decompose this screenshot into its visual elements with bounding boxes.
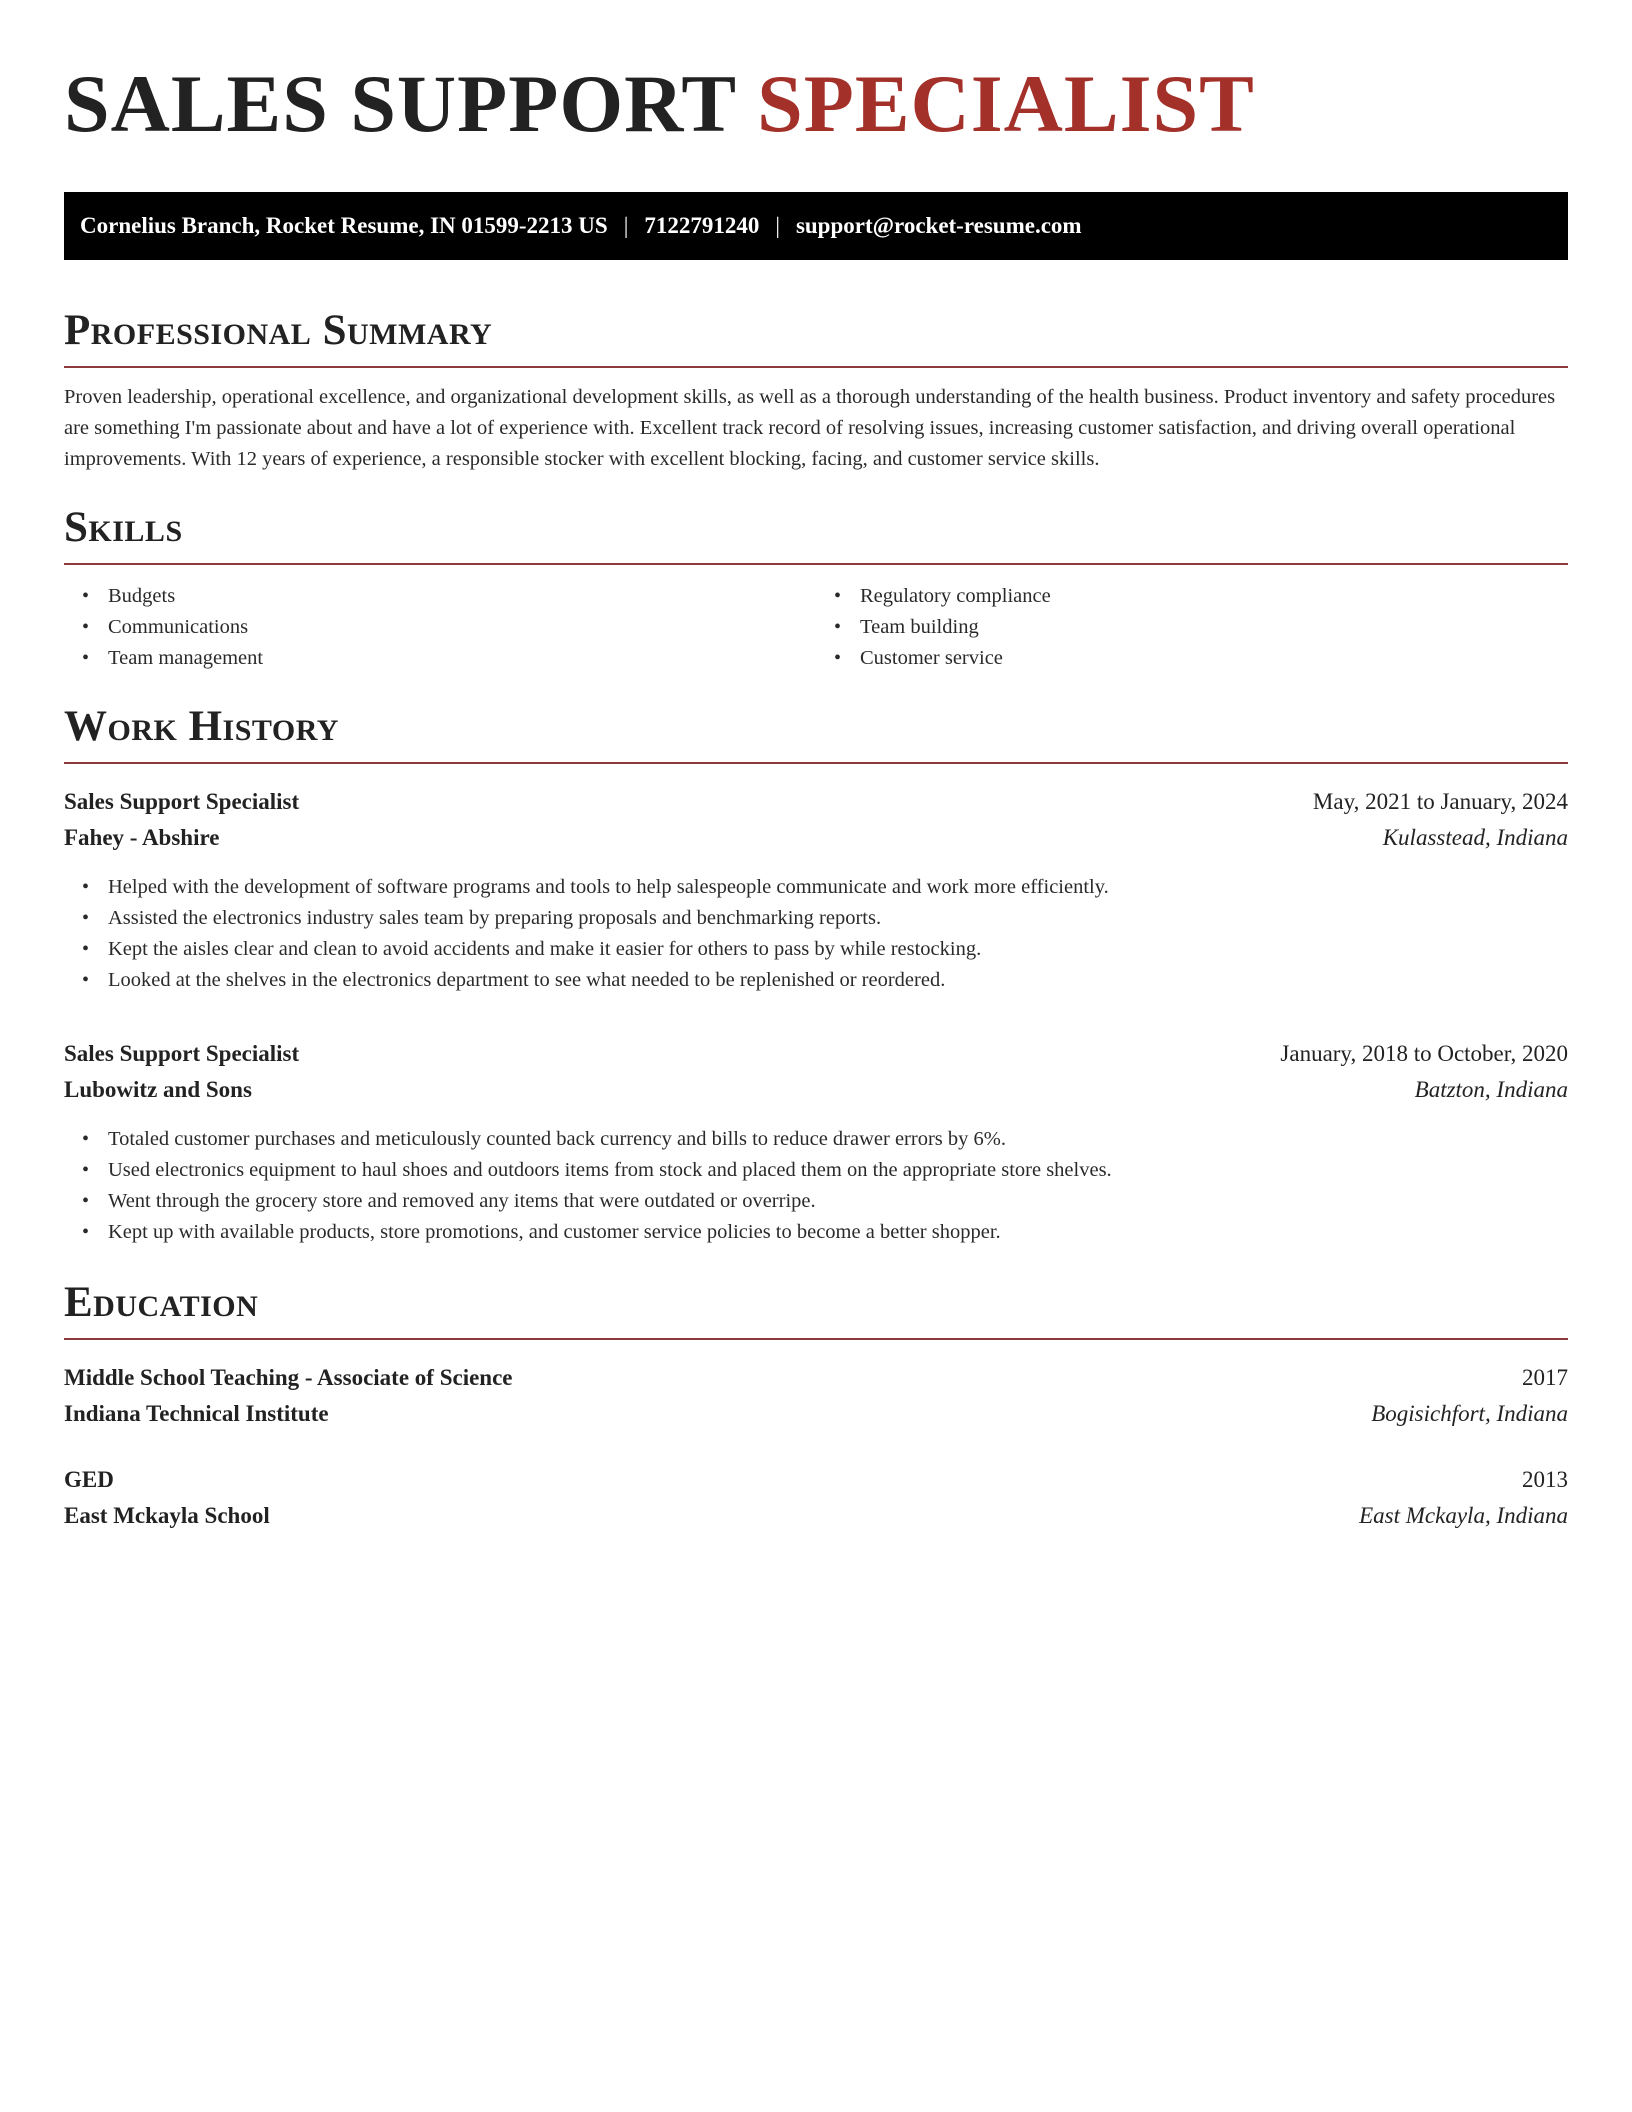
job-company: Lubowitz and Sons bbox=[64, 1077, 252, 1102]
job-bullet: • Totaled customer purchases and meticulously counted back currency and bills to reduce drawer errors by 6%. bbox=[108, 1124, 1568, 1155]
education-degree: GED bbox=[64, 1467, 114, 1492]
job-bullet: • Looked at the shelves in the electronics department to see what needed to be replenished or reordered. bbox=[108, 965, 1568, 996]
job-bullets bbox=[64, 1124, 1568, 1248]
skill-item: • Communications bbox=[108, 612, 816, 643]
education-school: East Mckayla School bbox=[64, 1503, 270, 1528]
job-location: Batzton, Indiana bbox=[1414, 1077, 1568, 1102]
section-heading-skills: Skills bbox=[64, 504, 183, 551]
contact-bar bbox=[64, 192, 1568, 260]
skills-list-left bbox=[64, 581, 816, 674]
job-dates: May, 2021 to January, 2024 bbox=[1312, 789, 1568, 814]
education-location: East Mckayla, Indiana bbox=[1359, 1503, 1568, 1528]
job-company: Fahey - Abshire bbox=[64, 825, 220, 850]
section-divider bbox=[64, 762, 1568, 764]
section-heading-work-history: Work History bbox=[64, 703, 339, 750]
section-divider bbox=[64, 563, 1568, 565]
job-bullet: • Helped with the development of software programs and tools to help salespeople communicate and work more efficiently. bbox=[108, 872, 1568, 903]
education-degree: Middle School Teaching - Associate of Science bbox=[64, 1365, 513, 1390]
job-bullets bbox=[64, 872, 1568, 996]
job-bullet: • Kept up with available products, store promotions, and customer service policies to become a better shopper. bbox=[108, 1217, 1568, 1248]
summary-section bbox=[64, 306, 1568, 475]
education-entry bbox=[64, 1462, 1568, 1534]
job-dates: January, 2018 to October, 2020 bbox=[1280, 1041, 1568, 1066]
section-divider bbox=[64, 366, 1568, 368]
skill-item: • Team building bbox=[860, 612, 1568, 643]
job-title: Sales Support Specialist bbox=[64, 1041, 300, 1066]
job-title: Sales Support Specialist bbox=[64, 789, 300, 814]
skills-section bbox=[64, 503, 1568, 674]
job-bullet: • Assisted the electronics industry sales team by preparing proposals and benchmarking reports. bbox=[108, 903, 1568, 934]
contact-phone: 7122791240 bbox=[644, 213, 760, 238]
skill-item: • Customer service bbox=[860, 643, 1568, 674]
skills-list-right bbox=[816, 581, 1568, 674]
education-entry bbox=[64, 1360, 1568, 1432]
skill-item: • Regulatory compliance bbox=[860, 581, 1568, 612]
job-location: Kulasstead, Indiana bbox=[1382, 825, 1568, 850]
skills-columns bbox=[64, 581, 1568, 674]
title-main: SALES SUPPORT bbox=[64, 58, 736, 149]
skill-item: • Budgets bbox=[108, 581, 816, 612]
job-entry bbox=[64, 1036, 1568, 1248]
skill-item: • Team management bbox=[108, 643, 816, 674]
job-bullet: • Used electronics equipment to haul shoes and outdoors items from stock and placed them on the appropriate store shelves. bbox=[108, 1155, 1568, 1186]
job-bullet: • Went through the grocery store and removed any items that were outdated or overripe. bbox=[108, 1186, 1568, 1217]
contact-email: support@rocket-resume.com bbox=[795, 213, 1082, 238]
section-heading-summary: Professional Summary bbox=[64, 307, 493, 354]
education-section bbox=[64, 1278, 1568, 1534]
work-history-section bbox=[64, 702, 1568, 1248]
education-year: 2013 bbox=[1522, 1467, 1568, 1492]
section-heading-education: Education bbox=[64, 1279, 259, 1326]
education-school: Indiana Technical Institute bbox=[64, 1401, 329, 1426]
job-bullet: • Kept the aisles clear and clean to avoid accidents and make it easier for others to pass by while restocking. bbox=[108, 934, 1568, 965]
contact-separator: | bbox=[623, 213, 629, 238]
job-entry bbox=[64, 784, 1568, 996]
education-location: Bogisichfort, Indiana bbox=[1371, 1401, 1568, 1426]
contact-separator: | bbox=[775, 213, 780, 238]
section-divider bbox=[64, 1338, 1568, 1340]
title-accent: SPECIALIST bbox=[757, 58, 1255, 149]
contact-address: Cornelius Branch, Rocket Resume, IN 01599-2213 US bbox=[80, 213, 608, 238]
resume-title bbox=[64, 58, 1568, 150]
summary-text: Proven leadership, operational excellence, and organizational development skills, as well as a thorough understanding of the health business. Product inventory and safety procedures are something I'm passionate about and have a lot of experience with. Excellent track record of resolving issues, increasing customer satisfaction, and driving overall operational improvements. With 12 years of experience, a responsible stocker with excellent blocking, facing, and customer service skills. bbox=[64, 386, 1556, 470]
education-year: 2017 bbox=[1522, 1365, 1568, 1390]
